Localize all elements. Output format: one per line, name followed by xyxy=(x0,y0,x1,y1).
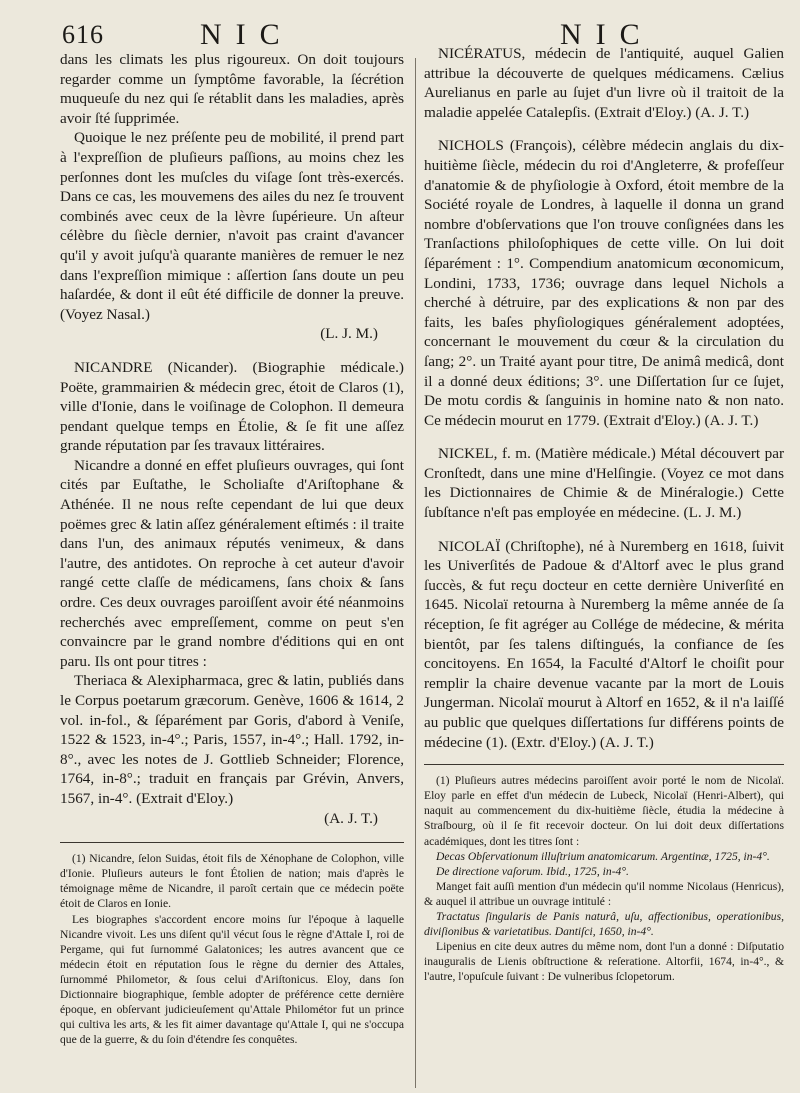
page-number: 616 xyxy=(62,20,104,49)
running-head-left: NIC xyxy=(200,18,294,51)
footnote-nicolai-autres: (1) Pluſieurs autres médecins paroiſſent avoir porté le nom de Nicolaï. Eloy parle en effet d'un médecin de Lubeck, Nicolaï (Henri-Albert), qui naquit au commencement du dix-huitième ſiècle, étudia la médecine à Straſbourg, où il ſe fit recevoir docteur. On lui doit deux diſſertations académiques, dont les titres ſont : xyxy=(424,774,784,848)
signature-ljm: (L. J. M.) xyxy=(320,325,378,343)
entry-nickel: NICKEL, f. m. (Matière médicale.) Métal découvert par Cronſtedt, dans une mine d'Helſingie. (Voyez ce mot dans les Dictionnaires de Chimie & de Minéralogie.) Cette ſubſtance n'eſt pas employée en médecine. (L. J. M.) xyxy=(424,445,784,522)
footnote-title-tractatus: Tractatus ſingularis de Panis naturâ, uſu, affectionibus, operationibus, diviſionibus & varietatibus. Dantiſci, 1650, in-4°. xyxy=(424,910,784,939)
footnote-rule xyxy=(424,764,784,765)
paragraph-nicandre-ouvrages: Nicandre a donné en effet pluſieurs ouvrages, qui ſont cités par Euſtathe, le Scholiaſte d'Ariſtophane & Athénée. Il ne nous reſte cependant de lui que deux poëmes grec & latin aſſez généralement eſtimés : il traite dans l'un, des animaux réputés venimeux, & dans l'autre, des antidotes. On reproche à cet auteur d'avoir rangé cette claſſe de médicamens, ſans choix & ſans ordre. Ces deux ouvrages paroiſſent avoir été néanmoins recherchés avec empreſſement, comme on peut s'en convaincre par le grand nombre d'éditions qui en ont paru. Ils ont pour titres : xyxy=(60,456,404,670)
running-head-right: NIC xyxy=(560,18,654,51)
paragraph-nicandre-editions: Theriaca & Alexipharmaca, grec & latin, publiés dans le Corpus poetarum græcorum. Genève, 1606 & 1614, 2 vol. in-fol., & ſéparément par Goris, d'abord à Veniſe, 1522 & 1523, in-4°.; Paris, 1557, in-4°.; Hall. 1792, in-8°., avec les notes de J. Gottlieb Schneider; Florence, 1764, in-8°.; traduit en français par Grévin, Anvers, 1567, in-4°. (Extrait d'Eloy.) xyxy=(60,672,404,807)
footnote-nicandre-origine: (1) Nicandre, ſelon Suidas, étoit fils de Xénophane de Colophon, ville d'Ionie. Pluſieurs auteurs le font Étolien de nation; mais d'après le témoignage même de Nicandre, il paroît certain que ce médecin poëte étoit de Claros en Ionie. xyxy=(60,852,404,911)
footnote-nicandre-epoque: Les biographes s'accordent encore moins ſur l'époque à laquelle Nicandre vivoit. Les uns diſent qu'il vécut ſous le règne d'Attale I, roi de Pergame, qui fut ſurnommé Galatonices; les autres avancent que ce médecin étoit en réputation ſous le règne du dernier des Attales, ſurnommé Philometor, & ſous celui d'Ariſtonicus. Eloy, dans ſon Dictionnaire biographique, ſemble adopter de préférence cette dernière époque, en obſervant judicieuſement qu'Attale Philométor fut un prince qui cultiva les arts, & les fit aimer davantage qu'Attale I, qui ne s'occupa que de la guerre, & du ſoin d'étendre ſes conquêtes. xyxy=(60,912,404,1047)
entry-nichols: NICHOLS (François), célèbre médecin anglais du dix-huitième ſiècle, médecin du roi d'Angleterre, & profeſſeur d'anatomie & de phyſiologie à Oxford, étoit membre de la Société royale de Londres, à laquelle il donna un grand nombre d'obſervations que l'on trouve conſignées dans les Tranſactions philoſophiques de cette ville. On lui doit ſéparément : 1°. Compendium anatomicum œconomicum, Londini, 1733, 1736; ouvrage dans lequel Nichols a cherché à détruire, par des explications & non par des faits, les baſes phyſiologiques généralement adoptées, concernant le mouvement du cœur & la circulation du ſang; 2°. un Traité ayant pour titre, De animâ medicâ, dont il a donné deux éditions; 3°. une Diſſertation ſur ce ſujet, De motu cordis & ſanguinis in homine nato & non nato. Ce médecin mourut en 1779. (Extrait d'Eloy.) (A. J. T.) xyxy=(424,137,784,429)
left-column xyxy=(60,50,404,1047)
footnote-rule xyxy=(60,842,404,843)
footnote-lipenius: Lipenius en cite deux autres du même nom, dont l'un a donné : Diſputatio inauguralis de Lienis obſtructione & reſeratione. Altorfii, 1674, in-4°., & l'autre, l'opuſcule ſuivant : De vulneribus ſclopetorum. xyxy=(424,940,784,984)
entry-nicandre: NICANDRE (Nicander). (Biographie médicale.) Poëte, grammairien & médecin grec, étoit de Claros (1), ville d'Ionie, dans le voiſinage de Colophon. Il demeura pendant quelque temps en Étolie, & ſe fit une aſſez grande réputation par ſes travaux littéraires. xyxy=(60,358,404,455)
paragraph-nez-mobilite: Quoique le nez préſente peu de mobilité, il prend part à l'expreſſion de pluſieurs paſſions, au moins chez les perſonnes dont les muſcles du viſage ſont très-exercés. Dans ce cas, les mouvemens des ailes du nez ſe trouvent combinés avec ceux de la lèvre ſupérieure. Un aſteur célèbre du ſiècle dernier, n'avoit pas craint d'avancer qu'il y avoit juſqu'à quarante manières de remuer le nez dans l'expreſſion mimique : aſſertion ſans doute un peu haſardée, & dont il eût été difficile de donner la preuve. (Voyez Nasal.) xyxy=(60,129,404,323)
right-column xyxy=(424,44,784,985)
footnote-left xyxy=(60,842,404,1047)
entry-niceratus: NICÉRATUS, médecin de l'antiquité, auquel Galien attribue la découverte de quelques médicamens. Cælius Aurelianus en parle au ſujet d'un livre où il traitoit de la maladie appelée Catalepſis. (Extrait d'Eloy.) (A. J. T.) xyxy=(424,45,784,121)
signature-ajt: (A. J. T.) xyxy=(324,809,378,827)
footnote-title-decas: Decas Obſervationum illuſtrium anatomicarum. Argentinæ, 1725, in-4°. xyxy=(436,849,770,863)
paragraph-nez-continued: dans les climats les plus rigoureux. On doit toujours regarder comme un ſymptôme favorable, la ſécrétion muqueuſe du nez qui ſe rétablit dans les maladies, après avoir ſté ſupprimée. xyxy=(60,51,404,127)
footnote-right xyxy=(424,764,784,984)
column-divider xyxy=(415,58,416,1088)
footnote-title-directione: De directione vaſorum. Ibid., 1725, in-4°. xyxy=(436,864,629,878)
footnote-manget: Manget fait auſſi mention d'un médecin qu'il nomme Nicolaus (Henricus), & auquel il attribue un ouvrage intitulé : xyxy=(424,879,784,908)
entry-nicolai: NICOLAÏ (Chriſtophe), né à Nuremberg en 1618, ſuivit les Univerſités de Padoue & d'Altorf avec le plus grand ſuccès, & fut reçu docteur en cette dernière Univerſité en 1645. Nicolaï retourna à Nuremberg la même année de ſa réception, ſe fit agréger au Collége de médecine, & mérita bientôt, par ſes talens diſtingués, la confiance de ſes concitoyens. En 1654, la Faculté d'Altorf le choiſit pour remplir la chaire devenue vacante par la mort de Louis Jungerman. Nicolaï mourut à Altorf en 1652, & il n'a laiſſé au public que quelques diſſertations ſur différens points de médecine (1). (Extr. d'Eloy.) (A. J. T.) xyxy=(424,537,784,751)
